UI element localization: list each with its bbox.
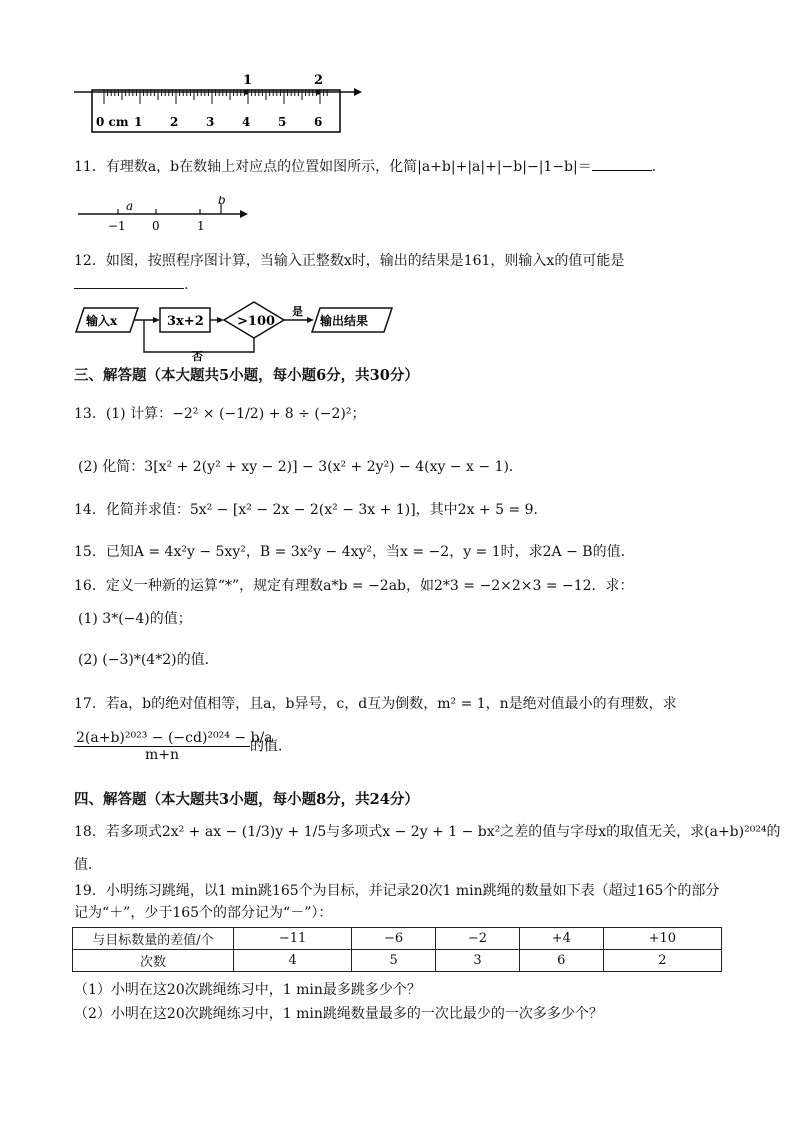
question-18-line-1: 18．若多项式2x² + ax − (1/3)y + 1/5与多项式x − 2y + 1 − bx²之差的值与字母x的取值无关，求(a+b)²⁰²⁴的 <box>74 824 781 840</box>
question-19-line-2: 记为“＋”，少于165个的部分记为“－”）： <box>74 905 333 921</box>
question-16-part-2: (2) (−3)*(4*2)的值． <box>78 652 219 668</box>
table-row-header: 与目标数量的差值/个 <box>73 928 234 950</box>
ruler-top-label: 1 <box>243 73 253 88</box>
question-19-part-1: （1）小明在这20次跳绳练习中，1 min最多跳多少个？ <box>74 982 421 998</box>
flow-calc-label: 3x+2 <box>167 314 204 329</box>
table-cell: +4 <box>519 928 603 950</box>
question-18-line-2: 值． <box>74 857 102 873</box>
question-19-part-2: （2）小明在这20次跳绳练习中，1 min跳绳数量最多的一次比最少的一次多多少个？ <box>74 1006 603 1022</box>
question-11: 11．有理数a，b在数轴上对应点的位置如图所示，化简|a+b|+|a|+|−b|−|1−b|＝ . <box>74 156 656 177</box>
table-row <box>73 928 722 950</box>
fraction-numerator: 2(a+b)²⁰²³ − (−cd)²⁰²⁴ − b/a <box>76 730 273 746</box>
question-12-text: 12．如图，按照程序图计算，当输入正整数x时，输出的结果是161，则输入x的值可能是 <box>74 253 625 269</box>
question-16-part-1: (1) 3*(−4)的值； <box>78 611 192 627</box>
ruler-bottom-label: 6 <box>314 115 323 129</box>
table-cell: 4 <box>234 950 352 972</box>
section-4-heading: 四、解答题（本大题共3小题，每小题8分，共24分） <box>74 791 419 808</box>
table-cell: +10 <box>603 928 721 950</box>
ruler-bottom-label: 4 <box>242 115 251 129</box>
table-row <box>73 950 722 972</box>
question-11-text: 11．有理数a，b在数轴上对应点的位置如图所示，化简|a+b|+|a|+|−b|−|1−b|＝ <box>74 159 592 175</box>
table-cell: 2 <box>603 950 721 972</box>
flow-input-label: 输入x <box>86 314 118 328</box>
question-17: 17．若a，b的绝对值相等，且a，b异号，c，d互为倒数，m² = 1，n是绝对值最小的有理数，求 <box>74 696 677 712</box>
ruler-bottom-label: 0 cm <box>96 115 129 129</box>
point-b-label: b <box>218 196 226 207</box>
ruler-bottom-label: 5 <box>278 115 287 129</box>
table-cell: 5 <box>352 950 436 972</box>
fraction-denominator: m+n <box>144 747 180 763</box>
answer-blank <box>74 274 184 289</box>
table-cell: −11 <box>234 928 352 950</box>
section-3-heading: 三、解答题（本大题共5小题，每小题6分，共30分） <box>74 367 419 384</box>
question-17-expression <box>74 730 292 763</box>
ruler-figure <box>70 68 370 138</box>
question-13-part-2: (2) 化简：3[x² + 2(y² + xy − 2)] − 3(x² + 2y²) − 4(xy − x − 1)． <box>78 459 523 475</box>
question-12 <box>74 251 624 271</box>
ruler-top-label: 2 <box>314 73 324 88</box>
table-cell: −2 <box>436 928 520 950</box>
flow-no-label: 否 <box>192 350 203 362</box>
table-cell: 6 <box>519 950 603 972</box>
flowchart <box>74 300 404 362</box>
number-line-diagram <box>74 196 254 236</box>
flow-yes-label: 是 <box>292 305 303 318</box>
tick-label: 0 <box>152 219 160 233</box>
answer-blank <box>592 156 652 171</box>
flow-condition-label: >100 <box>237 314 276 329</box>
tick-label: 1 <box>197 219 205 233</box>
point-a-label: a <box>126 199 134 213</box>
question-16: 16．定义一种新的运算“*”，规定有理数a*b = −2ab，如2*3 = −2×2×3 = −12．求： <box>74 578 634 594</box>
number-line-figure <box>74 196 254 236</box>
table-cell: 3 <box>436 950 520 972</box>
jump-rope-table <box>72 927 722 972</box>
ruler-bottom-label: 1 <box>134 115 143 129</box>
table-row-header: 次数 <box>73 950 234 972</box>
flow-output-label: 输出结果 <box>320 314 369 328</box>
table-cell: −6 <box>352 928 436 950</box>
question-14: 14．化简并求值：5x² − [x² − 2x − 2(x² − 3x + 1)]，其中2x + 5 = 9． <box>74 502 548 518</box>
question-19-line-1: 19．小明练习跳绳，以1 min跳165个为目标，并记录20次1 min跳绳的数量如下表（超过165个的部分 <box>74 883 720 899</box>
expression-suffix: 的值． <box>250 738 292 755</box>
flowchart-diagram <box>74 300 404 362</box>
question-12-blank-line: . <box>74 274 188 295</box>
ruler-bottom-label: 2 <box>170 115 179 129</box>
question-15: 15．已知A = 4x²y − 5xy²，B = 3x²y − 4xy²，当x = −2，y = 1时，求2A − B的值． <box>74 544 635 560</box>
ruler-diagram <box>70 68 370 138</box>
question-13-part-1: 13．(1) 计算：−2² × (−1/2) + 8 ÷ (−2)²； <box>74 406 366 422</box>
ruler-bottom-label: 3 <box>206 115 215 129</box>
tick-label: −1 <box>108 219 126 233</box>
